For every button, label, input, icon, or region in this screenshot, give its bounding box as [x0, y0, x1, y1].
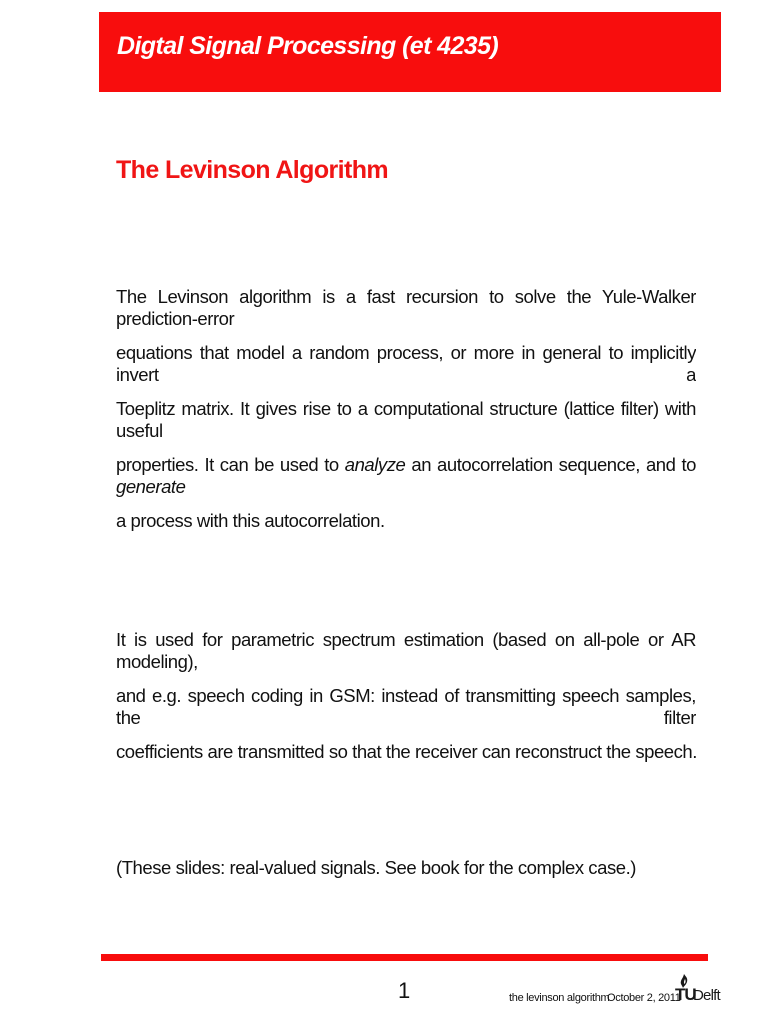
- logo-delft-text: Delft: [693, 987, 720, 1004]
- logo-tu-text: TU: [675, 985, 696, 1004]
- paragraph-line: equations that model a random process, or more in general to implicitly invert a: [116, 342, 696, 385]
- paragraph-line: It is used for parametric spectrum estimation (based on all-pole or AR modeling),: [116, 629, 696, 672]
- paragraph-line: and e.g. speech coding in GSM: instead of transmitting speech samples, the filter: [116, 685, 696, 728]
- line-text: an autocorrelation sequence, and to: [405, 454, 696, 475]
- paragraph-line: [116, 454, 696, 510]
- footer-divider: [101, 954, 708, 961]
- paragraph-line: coefficients are transmitted so that the receiver can reconstruct the speech.: [116, 741, 697, 762]
- header-band: [99, 12, 721, 92]
- paragraph-applications: [116, 629, 696, 763]
- tudelft-logo: [674, 973, 722, 1007]
- footer-topic: the levinson algorithm: [509, 992, 610, 1004]
- footer-date: October 2, 2011: [607, 992, 681, 1004]
- paragraph-line: a process with this autocorrelation.: [116, 510, 385, 531]
- course-title: Digtal Signal Processing (et 4235): [117, 32, 499, 60]
- paragraph-line: The Levinson algorithm is a fast recursion to solve the Yule-Walker prediction-error: [116, 286, 696, 329]
- paragraph-intro: [116, 286, 696, 532]
- emphasis-generate: generate: [116, 476, 186, 497]
- paragraph-line: Toeplitz matrix. It gives rise to a computational structure (lattice filter) with useful: [116, 398, 696, 441]
- emphasis-analyze: analyze: [344, 454, 406, 475]
- slide-title: The Levinson Algorithm: [116, 156, 388, 184]
- paragraph-note: [116, 857, 696, 879]
- paragraph-line: (These slides: real-valued signals. See book for the complex case.): [116, 857, 636, 878]
- line-text: properties. It can be used to: [116, 454, 345, 475]
- page-number: 1: [398, 978, 411, 1003]
